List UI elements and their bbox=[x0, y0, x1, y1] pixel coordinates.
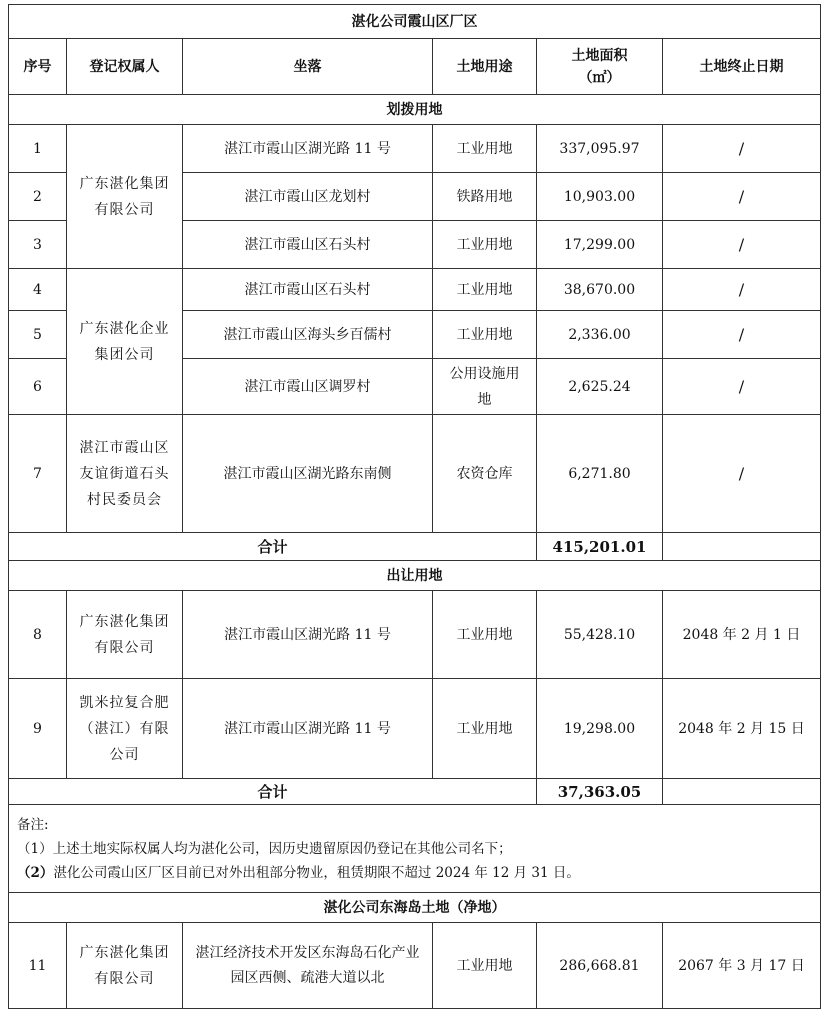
table-row bbox=[9, 923, 821, 1009]
total-label: 合计 bbox=[9, 533, 537, 561]
row-use: 工业用地 bbox=[433, 679, 537, 779]
note-item bbox=[17, 861, 812, 885]
row-no: 3 bbox=[9, 221, 67, 269]
row-use: 工业用地 bbox=[433, 221, 537, 269]
row-location: 湛江市霞山区龙划村 bbox=[183, 173, 433, 221]
total-empty bbox=[663, 533, 821, 561]
row-end-date: / bbox=[663, 269, 821, 311]
row-location: 湛江市霞山区湖光路 11 号 bbox=[183, 125, 433, 173]
row-owner: 广东湛化集团有限公司 bbox=[67, 923, 183, 1009]
row-area: 6,271.80 bbox=[537, 415, 663, 533]
row-end-date: / bbox=[663, 415, 821, 533]
row-area: 286,668.81 bbox=[537, 923, 663, 1009]
total-label: 合计 bbox=[9, 779, 537, 805]
row-area: 55,428.10 bbox=[537, 591, 663, 679]
table-row bbox=[9, 679, 821, 779]
row-no: 1 bbox=[9, 125, 67, 173]
row-end-date: / bbox=[663, 173, 821, 221]
row-location: 湛江市霞山区石头村 bbox=[183, 269, 433, 311]
header-end-date: 土地终止日期 bbox=[663, 39, 821, 95]
note-prefix: （1） bbox=[17, 840, 53, 857]
header-location: 坐落 bbox=[183, 39, 433, 95]
row-no: 11 bbox=[9, 923, 67, 1009]
row-end-date: / bbox=[663, 359, 821, 415]
row-area: 10,903.00 bbox=[537, 173, 663, 221]
row-location: 湛江市霞山区石头村 bbox=[183, 221, 433, 269]
row-use: 农资仓库 bbox=[433, 415, 537, 533]
row-end-date: / bbox=[663, 221, 821, 269]
row-area: 2,336.00 bbox=[537, 311, 663, 359]
row-end-date: / bbox=[663, 125, 821, 173]
row-owner: 广东湛化企业集团公司 bbox=[67, 269, 183, 415]
row-location: 湛江市霞山区海头乡百儒村 bbox=[183, 311, 433, 359]
row-no: 2 bbox=[9, 173, 67, 221]
row-end-date: 2067 年 3 月 17 日 bbox=[663, 923, 821, 1009]
note-prefix: （2） bbox=[17, 864, 54, 881]
row-owner: 湛江市霞山区友谊街道石头村民委员会 bbox=[67, 415, 183, 533]
row-use: 铁路用地 bbox=[433, 173, 537, 221]
row-use: 工业用地 bbox=[433, 269, 537, 311]
table-title: 湛化公司霞山区厂区 bbox=[9, 5, 821, 39]
row-location: 湛江经济技术开发区东海岛石化产业园区西侧、疏港大道以北 bbox=[183, 923, 433, 1009]
row-location: 湛江市霞山区湖光路 11 号 bbox=[183, 591, 433, 679]
header-owner: 登记权属人 bbox=[67, 39, 183, 95]
row-no: 4 bbox=[9, 269, 67, 311]
table-row bbox=[9, 415, 821, 533]
row-area: 17,299.00 bbox=[537, 221, 663, 269]
row-location: 湛江市霞山区调罗村 bbox=[183, 359, 433, 415]
section-title: 出让用地 bbox=[9, 561, 821, 591]
row-use: 工业用地 bbox=[433, 125, 537, 173]
row-location: 湛江市霞山区湖光路 11 号 bbox=[183, 679, 433, 779]
total-value: 37,363.05 bbox=[537, 779, 663, 805]
total-value: 415,201.01 bbox=[537, 533, 663, 561]
header-use: 土地用途 bbox=[433, 39, 537, 95]
row-area: 38,670.00 bbox=[537, 269, 663, 311]
row-no: 8 bbox=[9, 591, 67, 679]
row-end-date: 2048 年 2 月 15 日 bbox=[663, 679, 821, 779]
row-owner: 广东湛化集团有限公司 bbox=[67, 591, 183, 679]
row-no: 6 bbox=[9, 359, 67, 415]
row-use: 工业用地 bbox=[433, 311, 537, 359]
row-location: 湛江市霞山区湖光路东南侧 bbox=[183, 415, 433, 533]
row-end-date: 2048 年 2 月 1 日 bbox=[663, 591, 821, 679]
section-title: 划拨用地 bbox=[9, 95, 821, 125]
total-row bbox=[9, 779, 821, 805]
header-no: 序号 bbox=[9, 39, 67, 95]
note-item bbox=[17, 837, 812, 861]
row-use: 工业用地 bbox=[433, 591, 537, 679]
row-end-date: / bbox=[663, 311, 821, 359]
table-row bbox=[9, 591, 821, 679]
row-area: 2,625.24 bbox=[537, 359, 663, 415]
note-text: 上述土地实际权属人均为湛化公司，因历史遗留原因仍登记在其他公司名下； bbox=[52, 840, 512, 857]
header-area: 土地面积（㎡） bbox=[537, 39, 663, 95]
section-title: 湛化公司东海岛土地（净地） bbox=[9, 893, 821, 923]
row-owner: 凯米拉复合肥（湛江）有限公司 bbox=[67, 679, 183, 779]
row-use: 公用设施用地 bbox=[433, 359, 537, 415]
row-owner: 广东湛化集团有限公司 bbox=[67, 125, 183, 269]
total-row bbox=[9, 533, 821, 561]
land-table bbox=[8, 4, 821, 1009]
row-no: 9 bbox=[9, 679, 67, 779]
row-area: 337,095.97 bbox=[537, 125, 663, 173]
table-row bbox=[9, 125, 821, 173]
row-area: 19,298.00 bbox=[537, 679, 663, 779]
notes-label: 备注: bbox=[17, 816, 49, 833]
note-text: 湛化公司霞山区厂区目前已对外出租部分物业，租赁期限不超过 2024 年 12 月 31 日。 bbox=[53, 864, 580, 881]
total-empty bbox=[663, 779, 821, 805]
row-use: 工业用地 bbox=[433, 923, 537, 1009]
notes bbox=[9, 805, 821, 893]
row-no: 7 bbox=[9, 415, 67, 533]
row-no: 5 bbox=[9, 311, 67, 359]
table-row bbox=[9, 269, 821, 311]
